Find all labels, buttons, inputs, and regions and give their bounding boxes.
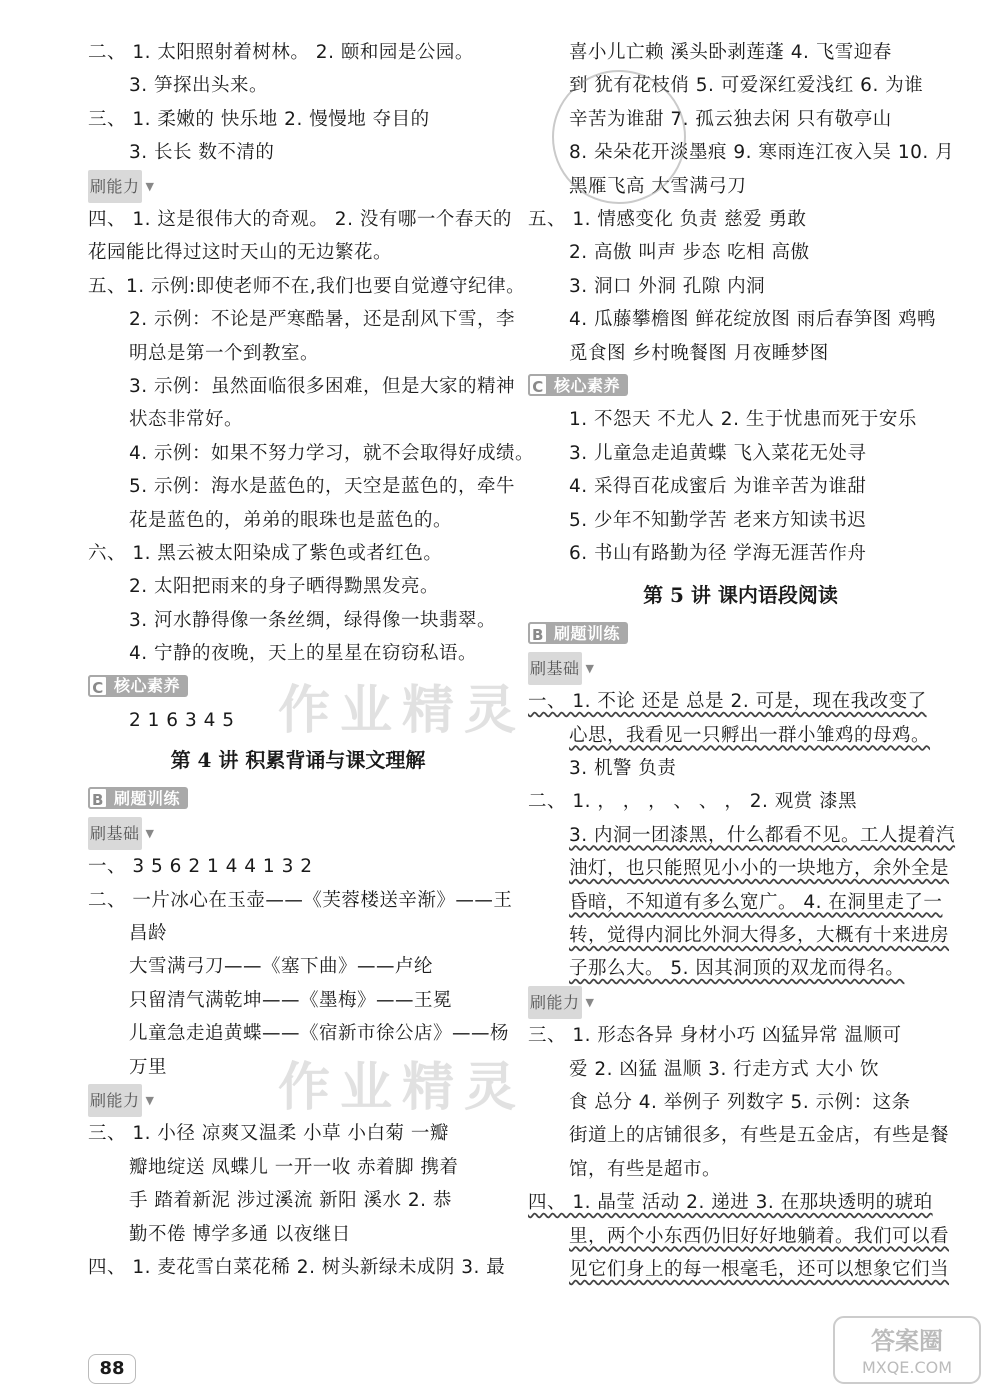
answer-text: 手 踏着新泥 涉过溪流 新阳 溪水 2. 恭 <box>129 1190 452 1212</box>
answer-line <box>88 850 508 883</box>
triangle-icon: ▼ <box>145 826 155 840</box>
answer-text: 万里 <box>129 1056 168 1078</box>
answer-line <box>528 719 953 752</box>
section-title: 核心素养 <box>554 375 621 395</box>
answer-line <box>528 752 953 785</box>
answer-text: 勤不倦 博学多通 以夜继日 <box>129 1223 351 1245</box>
answer-text: 4. 示例：如果不努力学习，就不会取得好成绩。 <box>129 442 535 464</box>
answer-text: 3. 内洞一团漆黑，什么都看不见。工人提着汽 <box>569 824 956 846</box>
answer-line <box>528 1220 953 1253</box>
answer-line <box>88 437 535 470</box>
answer-line <box>528 1186 953 1219</box>
answer-line <box>528 785 953 818</box>
answer-line <box>528 270 953 303</box>
answer-line <box>88 403 508 436</box>
answer-line <box>528 437 953 470</box>
triangle-icon: ▼ <box>585 995 595 1009</box>
answer-text: 只留清气满乾坤——《墨梅》——王冕 <box>129 989 453 1011</box>
answer-line <box>528 919 953 952</box>
answer-line <box>88 884 513 917</box>
answer-text: 四、 1. 这是很伟大的奇观。 2. 没有哪一个春天的 <box>88 209 512 230</box>
section-badge <box>88 783 508 816</box>
site-logo <box>832 1315 982 1385</box>
answer-text: 一、 3 5 6 2 1 4 4 1 3 2 <box>88 856 313 878</box>
sub-section-text: 刷能力 <box>528 986 582 1019</box>
watermark: 作业精灵 <box>278 681 527 741</box>
answer-text: 馆，有些是超市。 <box>569 1158 722 1180</box>
answer-text: 心思，我看见一只孵出一群小雏鸡的母鸡。 <box>569 724 931 746</box>
answer-line <box>88 337 508 370</box>
answer-text: 辛苦为谁甜 7. 孤云独去闲 只有敬亭山 <box>569 108 892 130</box>
answer-line <box>528 1153 953 1186</box>
answer-text: 状态非常好。 <box>129 409 244 431</box>
answer-text: 昌龄 <box>129 923 168 944</box>
answer-text: 4. 采得百花成蜜后 为谁辛苦为谁甜 <box>569 476 867 498</box>
answer-line <box>528 504 953 537</box>
answer-line <box>88 570 508 603</box>
answer-text: 一、 1. 不论 还是 总是 2. 可是，现在我改变了 <box>528 691 927 713</box>
answer-line <box>88 203 512 236</box>
answer-line <box>528 1086 953 1119</box>
answer-text: 昏暗，不知道有多么宽广。 4. 在洞里走了一 <box>569 891 943 913</box>
answer-text: 3. 洞口 外洞 孔隙 内洞 <box>569 275 766 297</box>
answer-text: 2. 示例：不论是严寒酷暑，还是刮风下雪，李 <box>129 309 516 331</box>
answer-line <box>528 852 953 885</box>
triangle-icon: ▼ <box>585 661 595 675</box>
answer-text: 5. 少年不知勤学苦 老来方知读书迟 <box>569 509 867 531</box>
answer-text: 黑雁飞高 大雪满弓刀 <box>569 175 747 197</box>
section-letter: C <box>88 675 108 697</box>
answer-line <box>88 1218 508 1251</box>
answer-line <box>528 403 953 436</box>
section-letter: B <box>528 622 548 644</box>
sub-section-label <box>88 170 508 203</box>
sub-section-label <box>88 817 508 850</box>
core-answer: 2 1 6 3 4 5 <box>129 710 235 731</box>
lecture-title: 第 4 讲 积累背诵与课文理解 <box>170 748 426 773</box>
page-number: 88 <box>88 1354 136 1384</box>
answer-line <box>88 136 508 169</box>
section-title: 刷题训练 <box>554 623 621 643</box>
answer-text: 爱 2. 凶猛 温顺 3. 行走方式 大小 饮 <box>569 1058 879 1080</box>
answer-text: 3. 示例：虽然面临很多困难，但是大家的精神 <box>129 376 516 397</box>
answer-line <box>528 537 953 570</box>
answer-line <box>88 470 516 503</box>
sub-section-text: 刷能力 <box>88 1084 142 1117</box>
answer-text: 三、 1. 柔嫩的 快乐地 2. 慢慢地 夺目的 <box>88 108 430 130</box>
answer-line <box>88 504 508 537</box>
answer-text: 四、 1. 晶莹 活动 2. 递进 3. 在那块透明的琥珀 <box>528 1192 933 1214</box>
answer-line <box>528 685 953 718</box>
answer-line <box>528 1019 953 1052</box>
answer-text: 4. 宁静的夜晚，天上的星星在窃窃私语。 <box>129 643 478 665</box>
answer-text: 8. 朵朵花开淡墨痕 9. 寒雨连江夜入吴 10. 月 <box>569 142 955 164</box>
answer-text: 3. 机警 负责 <box>569 758 677 779</box>
answer-text: 瓣地绽送 凤蝶儿 一开一收 赤着脚 携着 <box>129 1156 459 1178</box>
watermark: 作业精灵 <box>278 1058 527 1118</box>
answer-line <box>88 984 508 1017</box>
svg-text:MXQE.COM: MXQE.COM <box>861 1358 953 1377</box>
answer-line <box>528 1253 953 1286</box>
answer-line <box>88 637 508 670</box>
answer-text: 到 犹有花枝俏 5. 可爱深红爱浅红 6. 为谁 <box>569 75 924 97</box>
answer-text: 二、 一片冰心在玉壶——《芙蓉楼送辛渐》——王 <box>88 889 513 911</box>
answer-text: 五、 1. 情感变化 负责 慈爱 勇敢 <box>528 209 807 230</box>
answer-text: 五、1. 示例:即使老师不在,我们也要自觉遵守纪律。 <box>88 275 526 297</box>
answer-line <box>528 819 956 852</box>
answer-text: 喜小儿亡赖 溪头卧剥莲蓬 4. 飞雪迎春 <box>569 42 892 63</box>
answer-line <box>528 303 953 336</box>
answer-text: 6. 书山有路勤为径 学海无涯苦作舟 <box>569 543 867 564</box>
triangle-icon: ▼ <box>145 179 155 193</box>
answer-text: 2. 高傲 叫声 步态 吃相 高傲 <box>569 242 810 264</box>
answer-line <box>88 537 508 570</box>
stamp-mark <box>552 70 686 204</box>
answer-line <box>528 952 953 985</box>
answer-text: 1. 不怨天 不尤人 2. 生于忧患而死于安乐 <box>569 409 917 431</box>
answer-line <box>528 203 953 236</box>
answer-text: 3. 笋探出头来。 <box>129 75 269 97</box>
section-title: 刷题训练 <box>114 788 181 808</box>
answer-text: 3. 长长 数不清的 <box>129 142 275 164</box>
answer-line <box>528 470 953 503</box>
lecture-title: 第 5 讲 课内语段阅读 <box>643 583 838 608</box>
answer-line <box>88 1117 508 1150</box>
sub-section-text: 刷能力 <box>88 170 142 203</box>
sub-section-text: 刷基础 <box>528 652 582 685</box>
answer-line <box>88 950 508 983</box>
answer-line <box>88 69 508 102</box>
answer-text: 三、 1. 形态各异 身材小巧 凶猛异常 温顺可 <box>528 1025 902 1047</box>
answer-text: 5. 示例：海水是蓝色的，天空是蓝色的，牵牛 <box>129 476 516 498</box>
sub-section-text: 刷基础 <box>88 817 142 850</box>
answer-text: 花园能比得过这时天山的无边繁花。 <box>88 242 393 264</box>
answer-text: 花是蓝色的，弟弟的眼珠也是蓝色的。 <box>129 509 453 531</box>
answer-line <box>88 604 508 637</box>
answer-line <box>88 1184 508 1217</box>
answer-text: 六、 1. 黑云被太阳染成了紫色或者红色。 <box>88 543 443 564</box>
answer-text: 明总是第一个到教室。 <box>129 342 320 364</box>
answer-text: 二、 1. ， ， ， 、 、 ， 2. 观赏 漆黑 <box>528 791 858 813</box>
answer-text: 儿童急走追黄蝶——《宿新市徐公店》——杨 <box>129 1023 510 1045</box>
answer-text: 四、 1. 麦花雪白菜花稀 2. 树头新绿未成阴 3. 最 <box>88 1257 506 1278</box>
answer-text: 转，觉得内洞比外洞大得多，大概有十来进房 <box>569 925 950 946</box>
answer-text: 二、 1. 太阳照射着树林。 2. 颐和园是公园。 <box>88 42 474 63</box>
svg-text:答案圈: 答案圈 <box>871 1327 943 1355</box>
answer-line <box>88 270 526 303</box>
answer-text: 3. 河水静得像一条丝绸，绿得像一块翡翠。 <box>129 609 497 631</box>
answer-text: 油灯，也只能照见小小的一块地方，余外全是 <box>569 858 950 880</box>
answer-line <box>88 917 508 950</box>
answer-text: 2. 太阳把雨来的身子晒得黝黑发亮。 <box>129 576 440 598</box>
section-letter: B <box>88 787 108 809</box>
answer-text: 子那么大。 5. 因其洞顶的双龙而得名。 <box>569 958 905 980</box>
answer-line <box>88 236 508 269</box>
section-badge <box>528 370 953 403</box>
answer-line <box>88 1151 508 1184</box>
triangle-icon: ▼ <box>145 1094 155 1107</box>
section-title: 核心素养 <box>114 676 181 696</box>
section-badge <box>88 675 188 697</box>
section-badge <box>528 618 953 651</box>
sub-section-label <box>528 986 953 1019</box>
answer-text: 见它们身上的每一根毫毛，还可以想象它们当 <box>569 1259 950 1280</box>
answer-text: 3. 儿童急走追黄蝶 飞入菜花无处寻 <box>569 442 867 464</box>
answer-line <box>88 1251 508 1284</box>
answer-text: 觅食图 乡村晚餐图 月夜睡梦图 <box>569 342 829 364</box>
answer-line <box>88 103 508 136</box>
section-letter: C <box>528 374 548 396</box>
answer-line <box>88 370 516 403</box>
answer-line <box>528 337 953 370</box>
answer-text: 三、 1. 小径 凉爽又温柔 小草 小白菊 一瓣 <box>88 1123 449 1145</box>
answer-line <box>528 1119 953 1152</box>
answer-text: 食 总分 4. 举例子 列数字 5. 示例：这条 <box>569 1092 911 1113</box>
answer-line <box>528 1053 953 1086</box>
answer-line <box>528 236 953 269</box>
answer-text: 里，两个小东西仍旧好好地躺着。我们可以看 <box>569 1225 950 1247</box>
answer-text: 4. 瓜藤攀檐图 鲜花绽放图 雨后春笋图 鸡鸭 <box>569 309 937 331</box>
answer-line <box>528 886 953 919</box>
sub-section-label <box>528 652 953 685</box>
answer-line <box>528 36 953 69</box>
answer-text: 街道上的店铺很多，有些是五金店，有些是餐 <box>569 1125 950 1147</box>
answer-line <box>88 36 508 69</box>
answer-line <box>88 303 516 336</box>
answer-text: 大雪满弓刀——《塞下曲》——卢纶 <box>129 956 434 978</box>
